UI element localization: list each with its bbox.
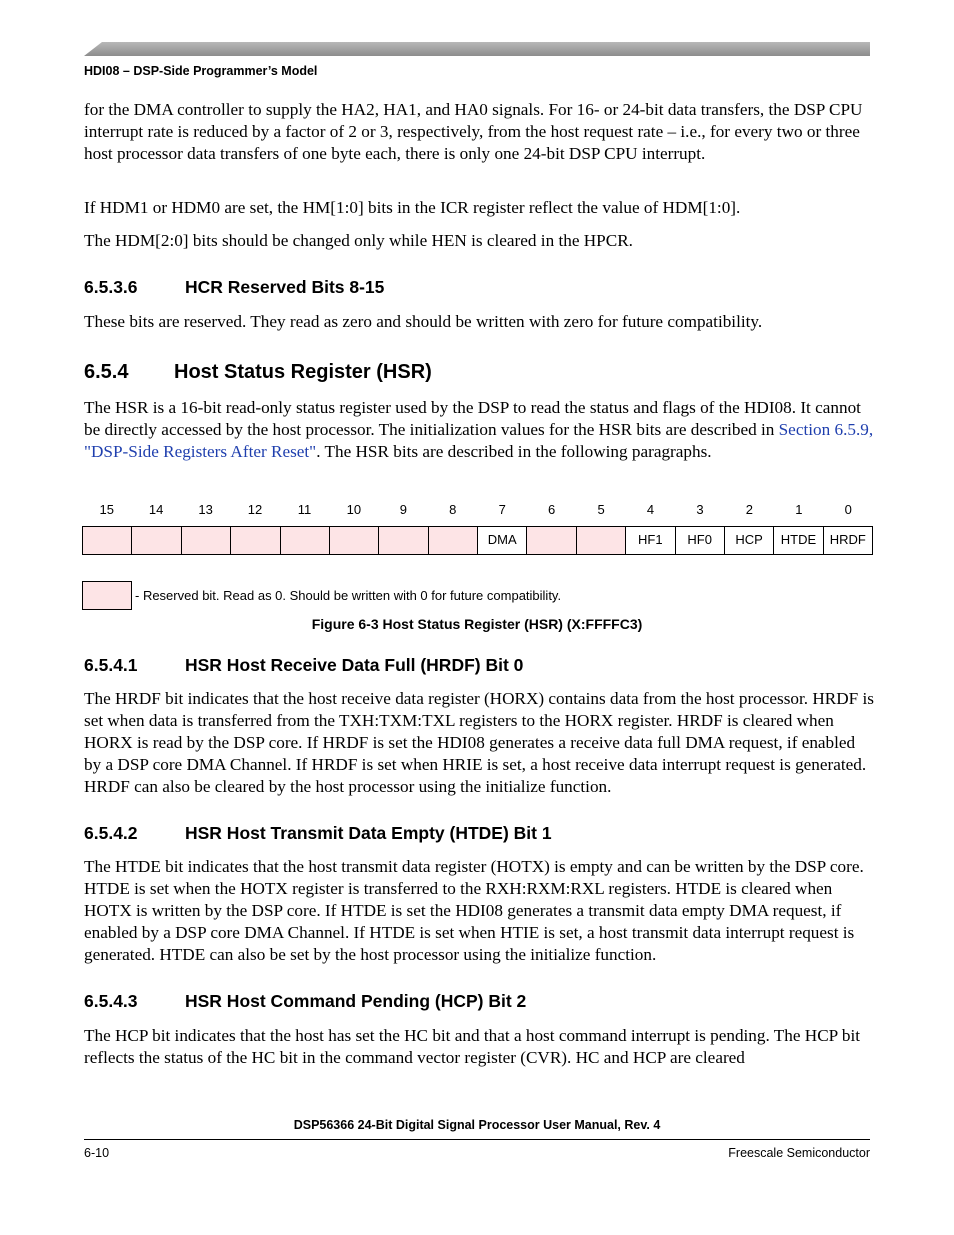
reserved-bit-15 (83, 527, 132, 554)
bit-number: 2 (745, 502, 754, 517)
reserved-bit-14 (132, 527, 181, 554)
bit-field-hf0: HF0 (676, 527, 725, 554)
heading-6-5-4-1 (84, 655, 523, 676)
reserved-bit-13 (182, 527, 231, 554)
section-title: HSR Host Transmit Data Empty (HTDE) Bit 1 (185, 823, 552, 843)
section-number: 6.5.4.3 (84, 991, 138, 1011)
section-title: HSR Host Receive Data Full (HRDF) Bit 0 (185, 655, 524, 675)
reserved-bit-12 (231, 527, 280, 554)
section-number: 6.5.4 (84, 361, 129, 383)
section-number: 6.5.3.6 (84, 277, 138, 297)
bit-number: 9 (399, 502, 407, 517)
bit-number: 6 (548, 502, 556, 517)
bit-number: 3 (696, 502, 704, 517)
hsr-register-diagram (82, 498, 873, 555)
reserved-bit-8 (429, 527, 478, 554)
heading-6-5-4-2 (84, 823, 552, 844)
bit-number: 12 (247, 502, 263, 517)
bit-number-row (82, 498, 873, 522)
section-title: Host Status Register (HSR) (174, 361, 432, 383)
reserved-bit-10 (330, 527, 379, 554)
heading-6-5-4-3 (84, 991, 526, 1012)
paragraph-hdm-set: If HDM1 or HDM0 are set, the HM[1:0] bits in the ICR register reflect the value of HDM[1:0]. (84, 198, 741, 217)
heading-6-5-4 (84, 361, 432, 384)
bit-field-hcp: HCP (725, 527, 774, 554)
bit-number: 0 (844, 502, 852, 517)
legend-text: - Reserved bit. Read as 0. Should be written with 0 for future compatibility. (135, 588, 562, 603)
bit-number: 15 (99, 502, 114, 517)
reserved-bit-5 (577, 527, 626, 554)
reserved-legend (82, 581, 561, 610)
bit-field-hrdf: HRDF (824, 527, 873, 554)
reserved-bit-11 (281, 527, 330, 554)
footer-rule (84, 1139, 870, 1140)
header-bar (84, 42, 870, 56)
figure-caption: Figure 6-3 Host Status Register (HSR) (X:FFFFC3) (311, 616, 643, 632)
bit-field-row (82, 526, 873, 555)
paragraph-reserved-bits: These bits are reserved. They read as zero and should be written with zero for future compatibility. (84, 312, 763, 331)
section-number: 6.5.4.1 (84, 655, 138, 675)
paragraph-hsr-intro (84, 397, 874, 463)
heading-6-5-3-6 (84, 277, 384, 298)
section-6-5-9-link[interactable]: Section 6.5.9, "DSP-Side Registers After Reset" (84, 420, 874, 461)
hsr-intro-text: The HSR is a 16-bit read-only status register used by the DSP to read the status and flags of the HDI08. It cannot be directly accessed by the host processor. The initialization values for the HSR bits are described in (84, 398, 861, 439)
running-head: HDI08 – DSP-Side Programmer’s Model (84, 64, 318, 78)
bit-field-dma: DMA (478, 527, 527, 554)
bit-field-htde: HTDE (774, 527, 823, 554)
section-title: HSR Host Command Pending (HCP) Bit 2 (185, 991, 527, 1011)
bit-number: 7 (498, 502, 506, 517)
reserved-swatch (82, 581, 132, 610)
hsr-intro-text-end: . The HSR bits are described in the following paragraphs. (316, 442, 712, 461)
bit-number: 4 (646, 502, 655, 517)
paragraph-hrdf: The HRDF bit indicates that the host receive data register (HORX) contains data from the host processor. HRDF is set when data is transferred from the TXH:TXM:TXL registers to the HORX register. HRDF is cleared when HORX is read by the DSP core. If HRDF is set the HDI08 generates a receive data full DMA request, if enabled by a DSP core DMA Channel. If HRDF is set when HRIE is set, a host receive data interrupt request is generated. HRDF can also be cleared by the host processor using the initialize function. (84, 689, 874, 796)
bit-number: 1 (795, 502, 803, 517)
bit-number: 13 (198, 502, 213, 517)
bit-field-hf1: HF1 (626, 527, 675, 554)
paragraph-hdm-change: The HDM[2:0] bits should be changed only while HEN is cleared in the HPCR. (84, 231, 633, 250)
footer-title: DSP56366 24-Bit Digital Signal Processor User Manual, Rev. 4 (293, 1118, 661, 1132)
paragraph-htde: The HTDE bit indicates that the host transmit data register (HOTX) is empty and can be written by the DSP core. HTDE is set when the HOTX register is transferred to the RXH:RXM:RXL registers. HTDE is cleared when HOTX is written by the DSP core. If HTDE is set the HDI08 generates a transmit data empty DMA request, if enabled by a DSP core DMA Channel. If HTDE is set when HTIE is set, a host transmit data interrupt request is generated. HTDE can also be set by the host processor using the initialize function. (84, 857, 864, 964)
paragraph-hcp: The HCP bit indicates that the host has set the HC bit and that a host command interrupt is pending. The HCP bit reflects the status of the HC bit in the command vector register (CVR). HC and HCP are cleared (84, 1026, 861, 1067)
reserved-bit-6 (527, 527, 576, 554)
paragraph-dma-rate: for the DMA controller to supply the HA2, HA1, and HA0 signals. For 16- or 24-bit data transfers, the DSP CPU interrupt rate is reduced by a factor of 2 or 3, respectively, from the host request rate – i.e., for every two or three host processor data transfers of one byte each, there is only one 24-bit DSP CPU interrupt. (84, 100, 863, 163)
bit-number: 11 (297, 502, 312, 517)
section-number: 6.5.4.2 (84, 823, 138, 843)
company-name: Freescale Semiconductor (728, 1146, 870, 1160)
reserved-bit-9 (379, 527, 428, 554)
bit-number: 5 (597, 502, 605, 517)
bit-number: 10 (346, 502, 362, 517)
section-title: HCR Reserved Bits 8-15 (185, 277, 385, 297)
bit-number: 8 (449, 502, 457, 517)
bit-number: 14 (148, 502, 164, 517)
page-number: 6-10 (84, 1146, 110, 1160)
